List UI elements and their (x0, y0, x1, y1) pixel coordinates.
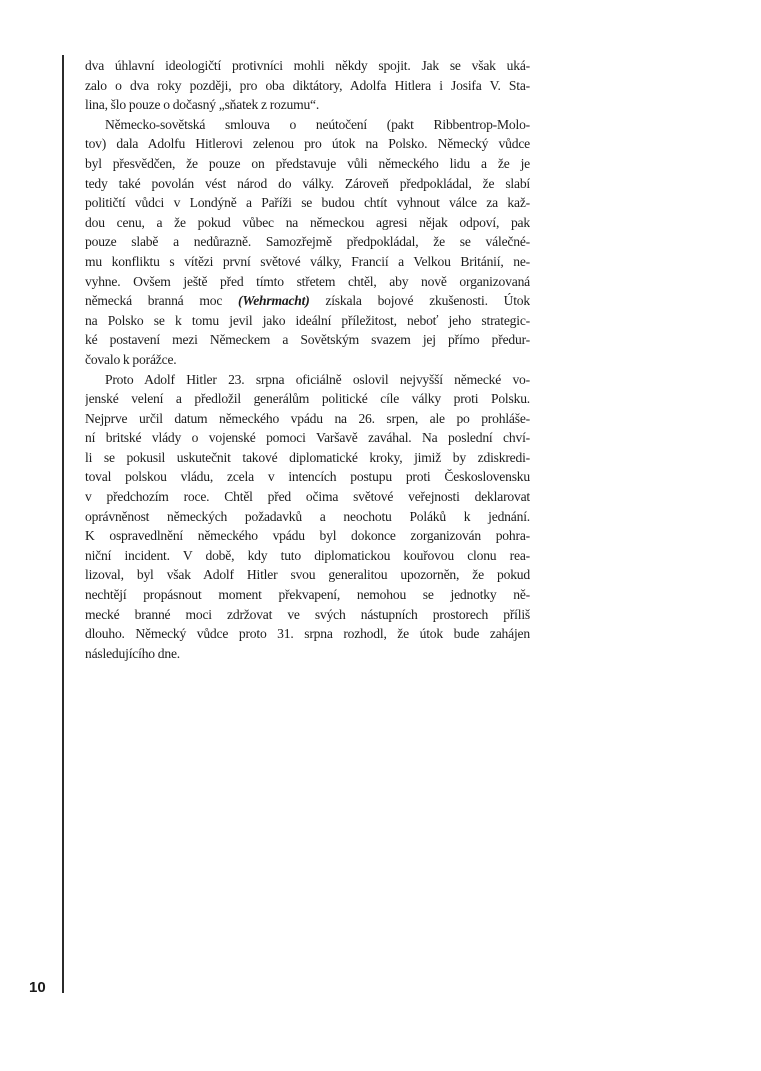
text-line: nechtějí propásnout moment překvapení, nemohou se jednotky ně- (85, 587, 530, 603)
text-line: následujícího dne. (85, 645, 181, 661)
text-line: jenské velení a předložil generálům politické cíle války proti Polsku. (85, 391, 530, 407)
text-line: političtí vůdci v Londýně a Paříži se budou chtít vyhnout válce za kaž- (85, 195, 530, 211)
text-line: na Polsko se k tomu jevil jako ideální příležitost, neboť jeho strategic- (85, 312, 530, 328)
paragraph (85, 56, 530, 115)
text-line: li se pokusil uskutečnit takové diplomatické kroky, jimiž by zdiskredi- (85, 449, 530, 465)
text-line: tedy také povolán vést národ do války. Zároveň předpokládal, že slabí (85, 175, 530, 191)
text-line: Nejprve určil datum německého vpádu na 26. srpen, ale po prohláše- (85, 410, 530, 426)
text-line: dlouho. Německý vůdce proto 31. srpna rozhodl, že útok bude zahájen (85, 626, 530, 642)
text-line-with-italic (85, 291, 530, 311)
text-line: mu konfliktu s vítězi první světové války, Francií a Velkou Británií, ne- (85, 253, 530, 269)
text-line: ké postavení mezi Německem a Sovětským svazem jej přímo předur- (85, 332, 530, 348)
italic-term: (Wehrmacht) (238, 293, 310, 309)
text-line: lina, šlo pouze o dočasný „sňatek z rozumu“. (85, 97, 320, 113)
text-line: v předchozím roce. Chtěl před očima světové veřejnosti deklarovat (85, 489, 530, 505)
text-line: niční incident. V době, kdy tuto diplomatickou kouřovou clonu rea- (85, 547, 530, 563)
text-line: byl přesvědčen, že pouze on představuje vůli německého lidu a že je (85, 155, 530, 171)
text-line: lizoval, byl však Adolf Hitler svou generalitou upozorněn, že pokud (85, 567, 530, 583)
text-line: mecké branné moci zdržovat ve svých nástupních prostorech příliš (85, 606, 530, 622)
text-line: pouze slabě a nedůrazně. Samozřejmě předpokládal, že se válečné- (85, 234, 530, 250)
text-line: K ospravedlnění německého vpádu byl dokonce zorganizován pohra- (85, 528, 530, 544)
text-line: vyhne. Ovšem ještě před tímto střetem chtěl, aby nově organizovaná (85, 273, 530, 289)
text-line: oprávněnost německých požadavků a neochotu Poláků k jednání. (85, 508, 530, 524)
text-segment: německá branná moc (85, 293, 238, 309)
text-line: toval polskou vládu, zcela v intencích postupu proti Československu (85, 469, 530, 485)
text-line: ní britské vlády o vojenské pomoci Varšavě zaváhal. Na poslední chví- (85, 430, 530, 446)
paragraph (85, 370, 530, 664)
text-line: čovalo k porážce. (85, 351, 177, 367)
page-number: 10 (29, 979, 46, 996)
text-segment: získala bojové zkušenosti. Útok (309, 293, 530, 309)
body-text (85, 56, 530, 663)
margin-rule (62, 55, 64, 993)
text-line: Proto Adolf Hitler 23. srpna oficiálně oslovil nejvyšší německé vo- (105, 371, 530, 387)
text-line: dou cenu, a že pokud vůbec na německou agresi nějak odpoví, pak (85, 214, 530, 230)
text-line: zalo o dva roky později, pro oba diktátory, Adolfa Hitlera i Josifa V. Sta- (85, 77, 530, 93)
paragraph (85, 115, 530, 370)
text-line: dva úhlavní ideologičtí protivníci mohli někdy spojit. Jak se však uká- (85, 58, 530, 73)
text-line: tov) dala Adolfu Hitlerovi zelenou pro útok na Polsko. Německý vůdce (85, 136, 530, 152)
text-line: Německo-sovětská smlouva o neútočení (pakt Ribbentrop-Molo- (105, 116, 530, 132)
